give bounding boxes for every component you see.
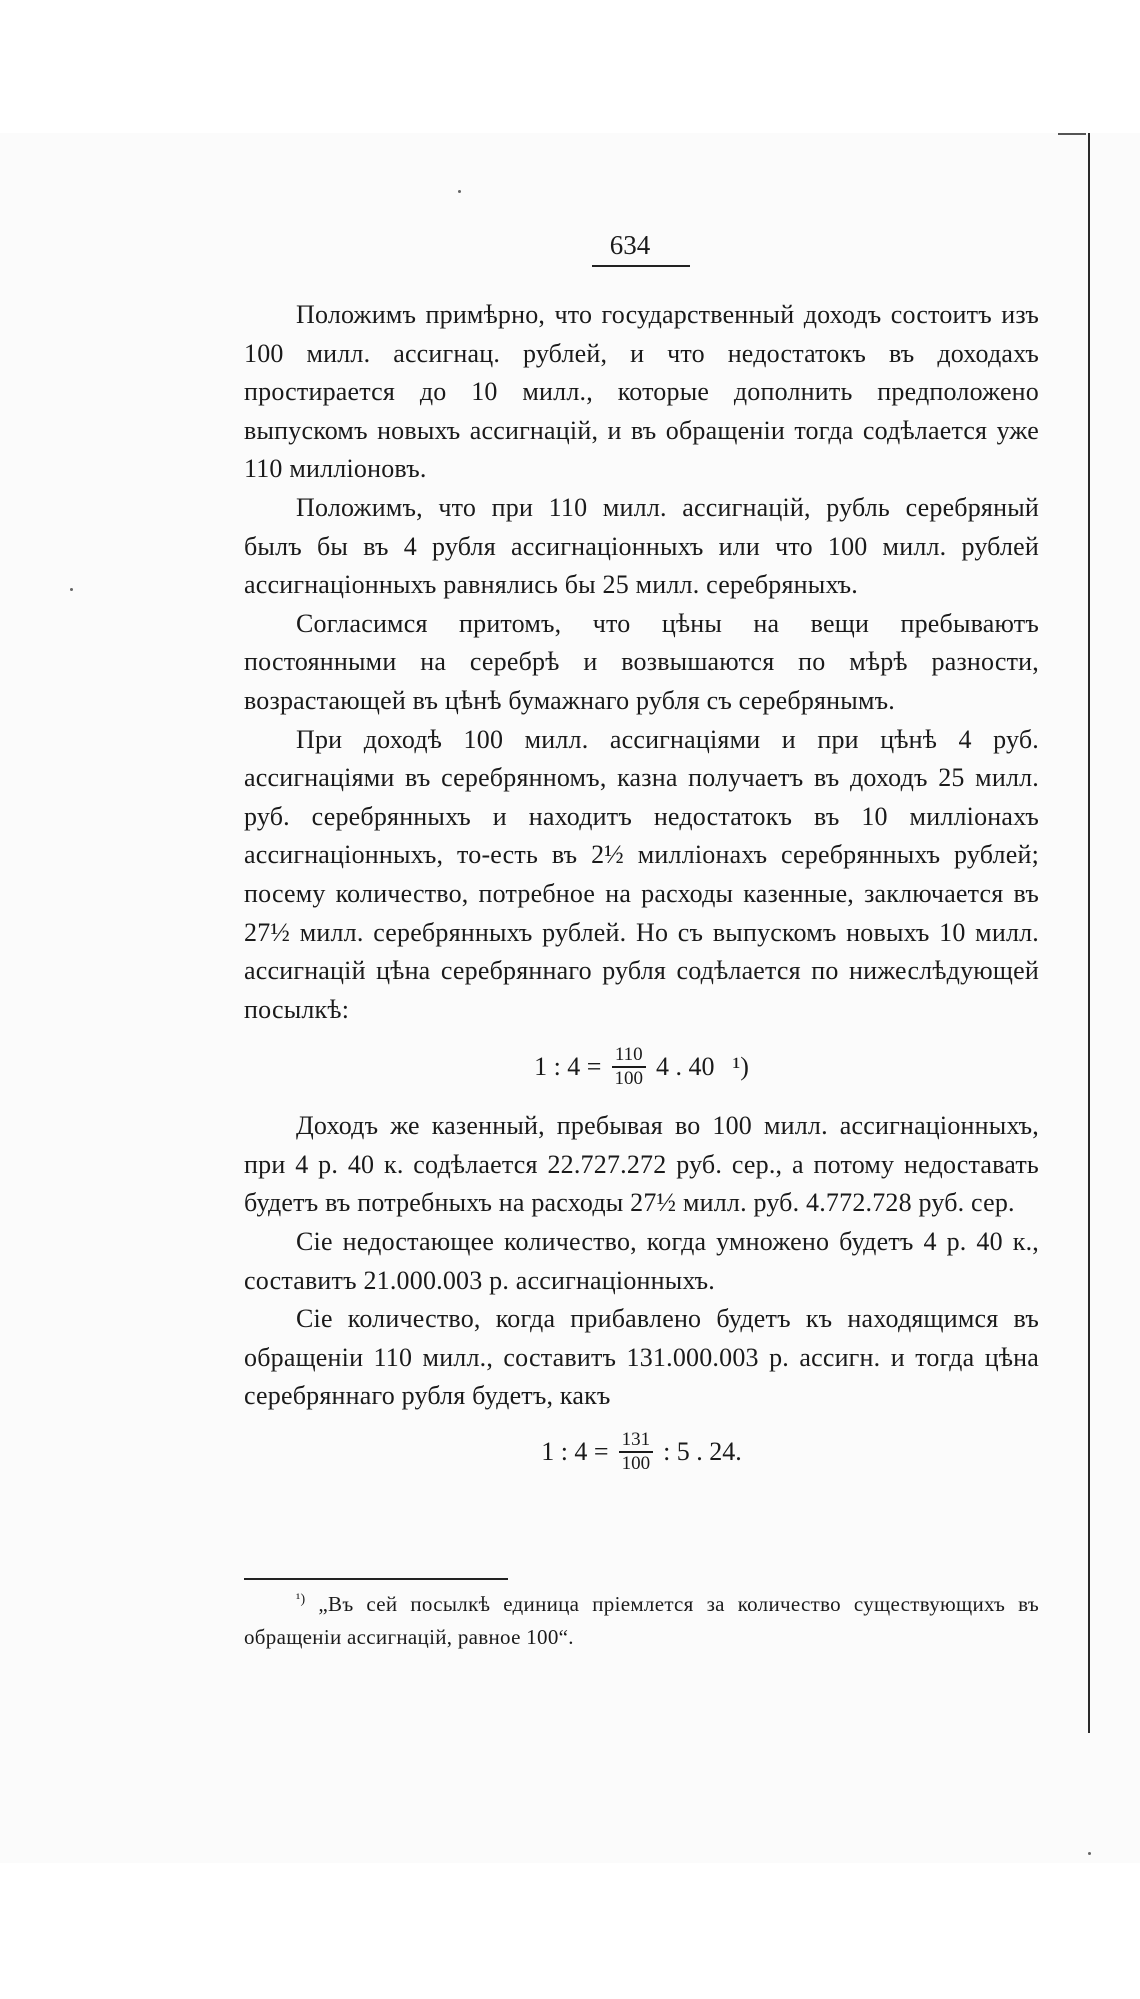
fraction-denominator: 100 bbox=[614, 1068, 643, 1090]
paragraph: Положимъ примѣрно, что государственный доходъ состоитъ изъ 100 милл. ассигнац. рублей, и что недостатокъ въ доходахъ простирается до 10 милл., которые дополнить предположено выпускомъ новыхъ ассигнацій, и въ обращеніи тогда содѣлается уже 110 милліоновъ. bbox=[244, 300, 1039, 484]
paragraph: Положимъ, что при 110 милл. ассигнацій, рубль серебряный былъ бы въ 4 рубля ассигнаціонныхъ или что 100 милл. рублей ассигнаціонныхъ равнялись бы 25 милл. серебряныхъ. bbox=[244, 492, 1039, 600]
formula-right: 4 . 40 bbox=[655, 1052, 715, 1082]
footnote-reference: ¹) bbox=[732, 1052, 749, 1082]
paragraph: Согласимся притомъ, что цѣны на вещи пребываютъ постоянными на серебрѣ и возвышаются по мѣрѣ разности, возрастающей въ цѣнѣ бумажнаго рубля съ серебрянымъ. bbox=[244, 608, 1039, 715]
fraction-numerator: 110 bbox=[612, 1044, 646, 1068]
footnote-mark: ¹) bbox=[296, 1592, 306, 1607]
fraction-numerator: 131 bbox=[619, 1429, 654, 1453]
paragraph: При доходѣ 100 милл. ассигнаціями и при цѣнѣ 4 руб. ассигнаціями въ серебрянномъ, казна получаетъ въ доходъ 25 милл. руб. серебрянныхъ и находитъ недостатокъ въ 10 милліонахъ ассигнаціонныхъ, то-есть въ 2½ милліонахъ серебрянныхъ рублей; посему количество, потребное на расходы казенные, заключается въ 27½ милл. серебрянныхъ рублей. Но съ выпускомъ новыхъ 10 милл. ассигнацій цѣна серебряннаго рубля содѣлается по нижеслѣдующей посылкѣ: bbox=[244, 724, 1039, 1024]
paragraph: Сіе недостающее количество, когда умножено будетъ 4 р. 40 к., составитъ 21.000.003 р. ассигнаціонныхъ. bbox=[244, 1227, 1039, 1295]
page-edge-line bbox=[1088, 133, 1090, 1733]
page-edge-tick bbox=[1058, 133, 1086, 135]
formula-2 bbox=[244, 1424, 1039, 1480]
footnote-text: „Въ сей посылкѣ единица пріемлется за количество существующихъ въ обращеніи ассигнацій, равное 100“. bbox=[244, 1592, 1039, 1649]
main-text bbox=[244, 296, 1039, 1480]
formula-fraction bbox=[611, 1044, 646, 1090]
paragraph: Доходъ же казенный, пребывая во 100 милл. ассигнаціонныхъ, при 4 р. 40 к. содѣлается 22.727.272 руб. сер., а потому недоставать будетъ въ потребныхъ на расходы 27½ милл. руб. 4.772.728 руб. сер. bbox=[244, 1111, 1039, 1218]
formula-left: 1 : 4 = bbox=[534, 1052, 602, 1082]
scan-speck bbox=[70, 588, 73, 591]
formula-left: 1 : 4 = bbox=[541, 1437, 609, 1467]
formula-1 bbox=[244, 1039, 1039, 1095]
scan-speck bbox=[1088, 1852, 1091, 1855]
formula-fraction bbox=[619, 1429, 654, 1475]
formula-right: : 5 . 24. bbox=[663, 1437, 742, 1467]
fraction-denominator: 100 bbox=[621, 1453, 651, 1475]
footnote-rule bbox=[244, 1578, 508, 1580]
footnote bbox=[244, 1588, 1039, 1654]
paragraph: Сіе количество, когда прибавлено будетъ къ находящимся въ обращеніи 110 милл., составитъ 131.000.003 р. ассигн. и тогда цѣна серебряннаго рубля будетъ, какъ bbox=[244, 1304, 1039, 1411]
page-number: 634 bbox=[609, 230, 651, 260]
scan-speck bbox=[458, 190, 461, 193]
page-number-rule bbox=[592, 265, 690, 267]
